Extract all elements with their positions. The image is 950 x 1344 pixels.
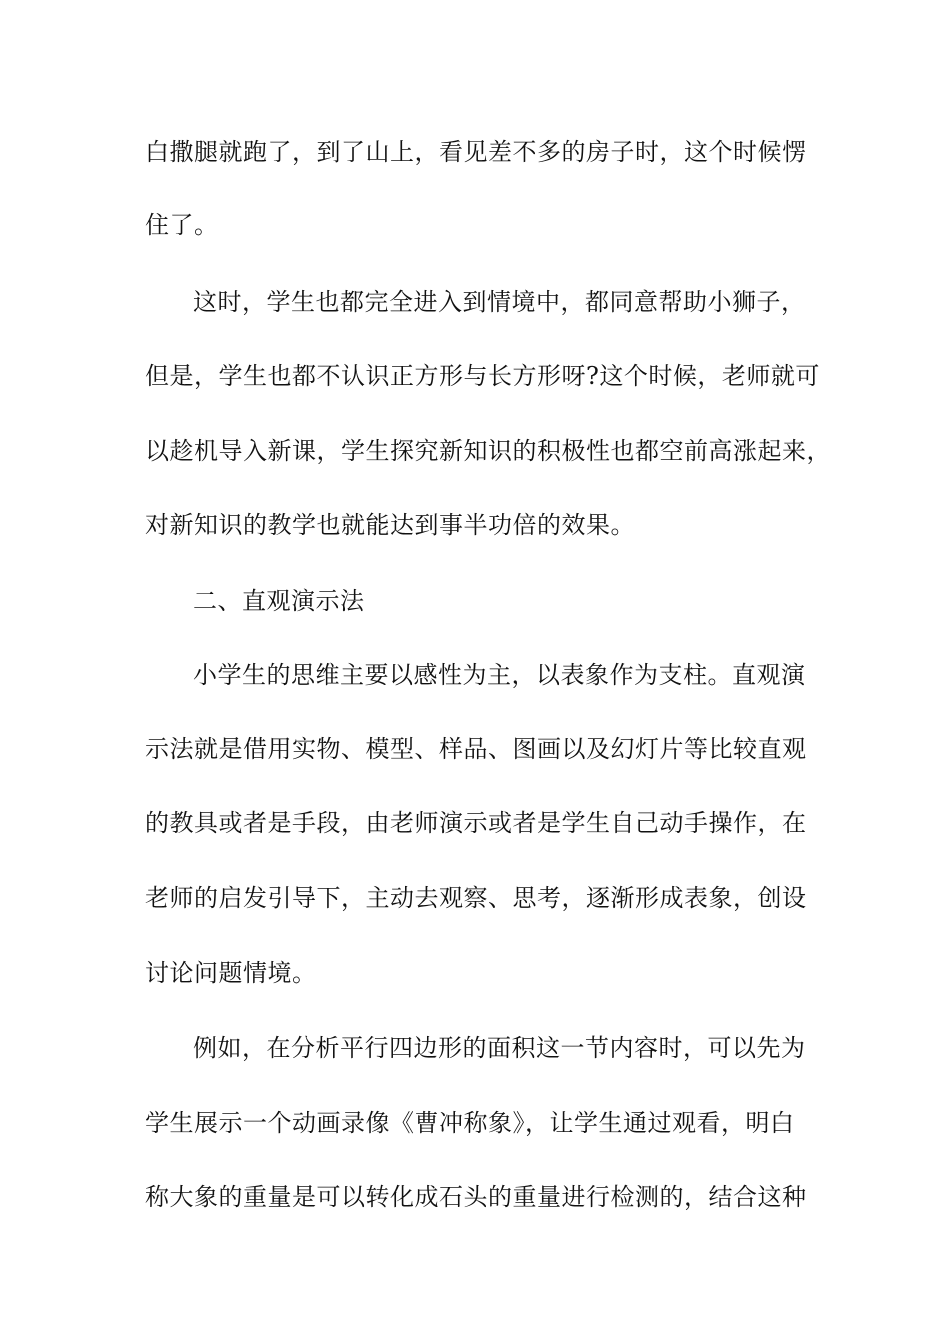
paragraph-start-line: 这时，学生也都完全进入到情境中，都同意帮助小狮子，: [193, 288, 806, 316]
text-line: 称大象的重量是可以转化成石头的重量进行检测的，结合这种: [145, 1183, 807, 1211]
text-line: 示法就是借用实物、模型、样品、图画以及幻灯片等比较直观: [145, 735, 807, 763]
text-line: 老师的启发引导下，主动去观察、思考，逐渐形成表象，创设: [145, 884, 807, 912]
text-line: 讨论问题情境。: [145, 959, 317, 987]
text-line: 但是，学生也都不认识正方形与长方形呀?这个时候，老师就可: [145, 362, 820, 390]
text-line: 白撒腿就跑了，到了山上，看见差不多的房子时，这个时候愣: [145, 138, 807, 166]
text-line: 的教具或者是手段，由老师演示或者是学生自己动手操作，在: [145, 809, 807, 837]
paragraph-start-line: 小学生的思维主要以感性为主，以表象作为支柱。直观演: [193, 661, 806, 689]
text-line: 对新知识的教学也就能达到事半功倍的效果。: [145, 511, 635, 539]
text-line: 住了。: [145, 211, 219, 239]
section-heading: 二、直观演示法: [193, 587, 365, 615]
paragraph-start-line: 例如，在分析平行四边形的面积这一节内容时，可以先为: [193, 1034, 806, 1062]
text-line: 以趁机导入新课，学生探究新知识的积极性也都空前高涨起来，: [145, 437, 831, 465]
text-line: 学生展示一个动画录像《曹冲称象》，让学生通过观看，明白: [145, 1109, 795, 1137]
